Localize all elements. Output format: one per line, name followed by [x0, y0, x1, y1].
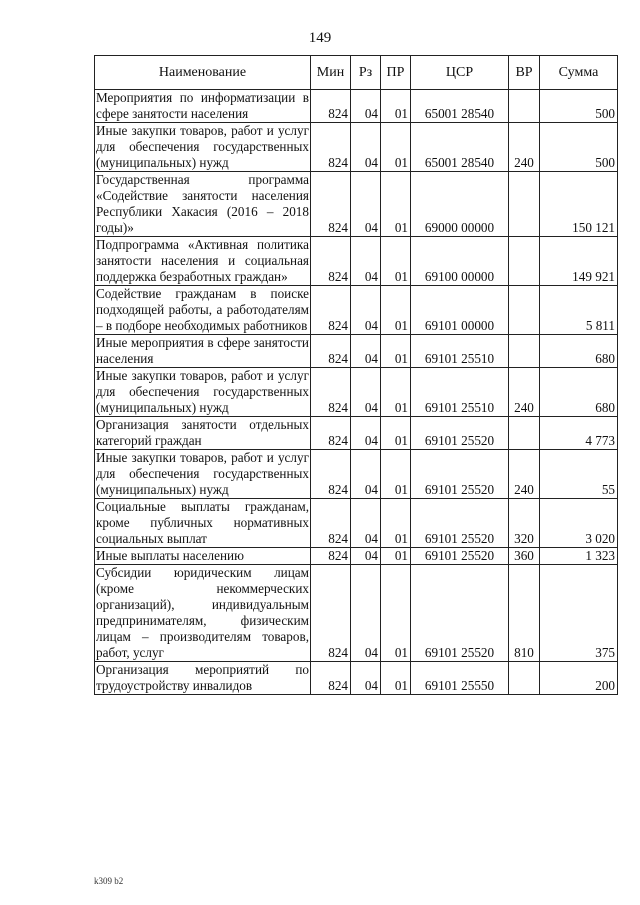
- row-rz: 04: [351, 286, 381, 335]
- row-sum: 500: [540, 123, 618, 172]
- row-csr: 69101 00000: [411, 286, 509, 335]
- row-min: 824: [311, 499, 351, 548]
- row-name: Организация мероприятий по трудоустройству инвалидов: [96, 662, 309, 693]
- row-rz: 04: [351, 565, 381, 662]
- row-rz: 04: [351, 237, 381, 286]
- row-min: 824: [311, 662, 351, 695]
- row-sum: 1 323: [540, 548, 618, 565]
- row-pr: 01: [381, 237, 411, 286]
- col-header-csr: ЦСР: [411, 56, 509, 90]
- row-pr: 01: [381, 565, 411, 662]
- row-vr: 240: [509, 123, 540, 172]
- row-name: Иные закупки товаров, работ и услуг для обеспечения государственных (муниципальных) нужд: [96, 450, 309, 497]
- row-sum: 55: [540, 450, 618, 499]
- row-csr: 69000 00000: [411, 172, 509, 237]
- row-rz: 04: [351, 662, 381, 695]
- row-sum: 680: [540, 368, 618, 417]
- row-pr: 01: [381, 450, 411, 499]
- row-name: Иные закупки товаров, работ и услуг для обеспечения государственных (муниципальных) нужд: [96, 123, 309, 170]
- row-min: 824: [311, 286, 351, 335]
- col-header-vr: ВР: [509, 56, 540, 90]
- row-name: Социальные выплаты гражданам, кроме публичных нормативных социальных выплат: [96, 499, 309, 546]
- row-vr: [509, 417, 540, 450]
- row-sum: 149 921: [540, 237, 618, 286]
- page-number: 149: [308, 30, 332, 46]
- row-csr: 69101 25520: [411, 548, 509, 565]
- row-name: Иные мероприятия в сфере занятости населения: [96, 335, 309, 366]
- table-row: [95, 123, 618, 172]
- row-name: Организация занятости отдельных категорий граждан: [96, 417, 309, 448]
- row-rz: 04: [351, 368, 381, 417]
- table-row: [95, 565, 618, 662]
- row-pr: 01: [381, 123, 411, 172]
- table-row: [95, 335, 618, 368]
- row-min: 824: [311, 237, 351, 286]
- footer-code: k309 b2: [94, 876, 124, 886]
- row-csr: 69100 00000: [411, 237, 509, 286]
- row-pr: 01: [381, 662, 411, 695]
- table-header-row: [95, 56, 618, 90]
- row-vr: [509, 662, 540, 695]
- row-csr: 65001 28540: [411, 90, 509, 123]
- row-rz: 04: [351, 548, 381, 565]
- row-rz: 04: [351, 450, 381, 499]
- row-name: Субсидии юридическим лицам (кроме некоммерческих организаций), индивидуальным предпринимателям, физическим лицам – производителям товаров, работ, услуг: [96, 565, 309, 660]
- row-min: 824: [311, 417, 351, 450]
- row-sum: 375: [540, 565, 618, 662]
- row-min: 824: [311, 335, 351, 368]
- row-vr: [509, 286, 540, 335]
- row-vr: 240: [509, 368, 540, 417]
- row-csr: 69101 25520: [411, 450, 509, 499]
- row-min: 824: [311, 565, 351, 662]
- row-rz: 04: [351, 335, 381, 368]
- row-rz: 04: [351, 417, 381, 450]
- col-header-name: Наименование: [95, 56, 311, 90]
- row-vr: 240: [509, 450, 540, 499]
- table-row: [95, 90, 618, 123]
- row-vr: [509, 90, 540, 123]
- row-pr: 01: [381, 499, 411, 548]
- col-header-pr: ПР: [381, 56, 411, 90]
- row-csr: 69101 25520: [411, 417, 509, 450]
- budget-table: [94, 55, 618, 695]
- row-pr: 01: [381, 90, 411, 123]
- row-sum: 4 773: [540, 417, 618, 450]
- row-sum: 680: [540, 335, 618, 368]
- row-rz: 04: [351, 499, 381, 548]
- row-csr: 69101 25550: [411, 662, 509, 695]
- row-pr: 01: [381, 417, 411, 450]
- row-csr: 69101 25510: [411, 335, 509, 368]
- table-row: [95, 548, 618, 565]
- row-vr: 320: [509, 499, 540, 548]
- row-vr: [509, 335, 540, 368]
- col-header-min: Мин: [311, 56, 351, 90]
- row-min: 824: [311, 172, 351, 237]
- row-csr: 69101 25520: [411, 499, 509, 548]
- row-min: 824: [311, 90, 351, 123]
- row-sum: 3 020: [540, 499, 618, 548]
- row-min: 824: [311, 450, 351, 499]
- row-csr: 69101 25520: [411, 565, 509, 662]
- row-csr: 69101 25510: [411, 368, 509, 417]
- col-header-sum: Сумма: [540, 56, 618, 90]
- row-pr: 01: [381, 172, 411, 237]
- row-name: Иные закупки товаров, работ и услуг для обеспечения государственных (муниципальных) нужд: [96, 368, 309, 415]
- row-min: 824: [311, 123, 351, 172]
- row-sum: 200: [540, 662, 618, 695]
- table-row: [95, 417, 618, 450]
- row-vr: [509, 237, 540, 286]
- row-vr: [509, 172, 540, 237]
- table-row: [95, 286, 618, 335]
- row-pr: 01: [381, 286, 411, 335]
- row-rz: 04: [351, 172, 381, 237]
- row-pr: 01: [381, 548, 411, 565]
- row-min: 824: [311, 368, 351, 417]
- row-sum: 5 811: [540, 286, 618, 335]
- table-row: [95, 662, 618, 695]
- row-name: Государственная программа «Содействие занятости населения Республики Хакасия (2016 – 2018 годы)»: [96, 172, 309, 235]
- row-pr: 01: [381, 368, 411, 417]
- table-row: [95, 499, 618, 548]
- row-rz: 04: [351, 123, 381, 172]
- row-vr: 360: [509, 548, 540, 565]
- col-header-rz: Рз: [351, 56, 381, 90]
- row-name: Содействие гражданам в поиске подходящей работы, а работодателям – в подборе необходимых работников: [96, 286, 309, 333]
- row-min: 824: [311, 548, 351, 565]
- row-rz: 04: [351, 90, 381, 123]
- row-name: Мероприятия по информатизации в сфере занятости населения: [96, 90, 309, 121]
- row-name: Подпрограмма «Активная политика занятости населения и социальная поддержка безработных граждан»: [96, 237, 309, 284]
- table-row: [95, 450, 618, 499]
- row-pr: 01: [381, 335, 411, 368]
- table-row: [95, 172, 618, 237]
- table-row: [95, 368, 618, 417]
- row-sum: 150 121: [540, 172, 618, 237]
- row-csr: 65001 28540: [411, 123, 509, 172]
- table-row: [95, 237, 618, 286]
- row-vr: 810: [509, 565, 540, 662]
- row-name: Иные выплаты населению: [95, 548, 311, 565]
- row-sum: 500: [540, 90, 618, 123]
